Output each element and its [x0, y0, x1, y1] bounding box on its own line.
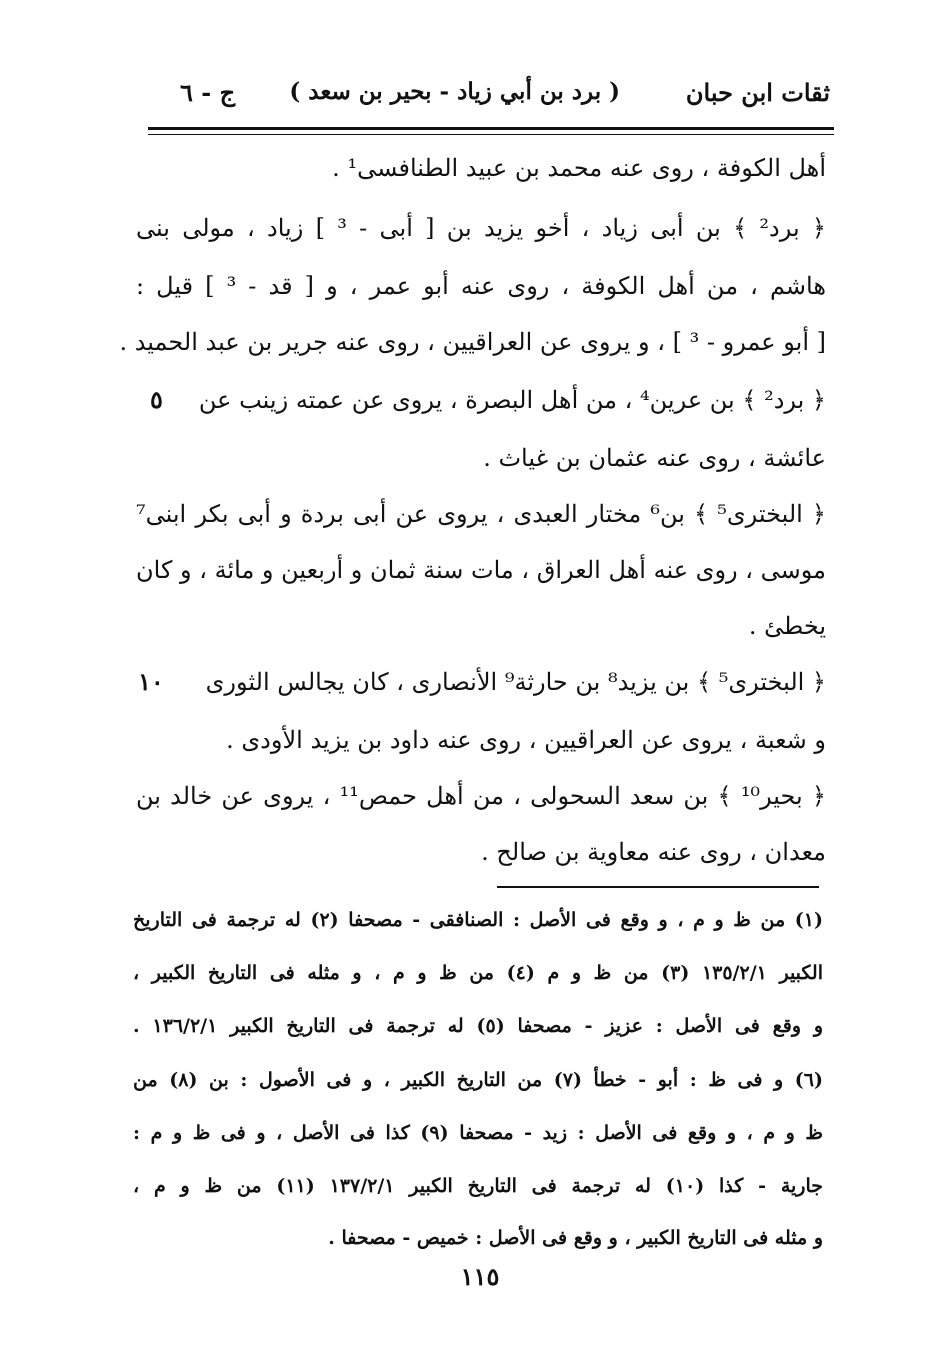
body-line: يخطئ . — [748, 612, 826, 640]
footnote-line: ظ و م ، و وقع فى الأصل : زيد - مصحفا (٩) كذا فى الأصل ، و فى ظ و م : — [133, 1122, 824, 1144]
body-line: هاشم ، من أهل الكوفة ، روى عنه أبو عمر ، و [ قد - ³ ] قيل : — [136, 272, 827, 300]
footnote-line: (٦) و فى ظ : أبو - خطأ (٧) من التاريخ الكبير ، و فى الأصول : بن (٨) من — [133, 1069, 823, 1091]
body-line: ﴿ برد² ﴾ بن أبى زياد ، أخو يزيد بن [ أبى - ³ ] زياد ، مولى بنى — [136, 214, 826, 242]
line-number-5: ٥ — [150, 385, 163, 414]
line-number-10: ١٠ — [138, 667, 164, 696]
footnote-line: الكبير ١٣٥/٢/١ (٣) من ظ و م (٤) من ظ و م ، و مثله فى التاريخ الكبير ، — [133, 962, 823, 984]
book-title: ثقات ابن حبان — [685, 78, 830, 107]
body-line: ﴿ البخترى⁵ ﴾ بن يزيد⁸ بن حارثة⁹ الأنصارى ، كان يجالس الثورى — [205, 668, 826, 696]
footnote-line: و وقع فى الأصل : عزيز - مصحفا (٥) له ترجمة فى التاريخ الكبير ١٣٦/٢/١ . — [133, 1015, 824, 1037]
body-line: ﴿ برد² ﴾ بن عرين⁴ ، من أهل البصرة ، يروى عن عمته زينب عن — [198, 386, 826, 414]
running-header — [150, 78, 830, 118]
footnote-rule — [497, 886, 819, 888]
body-line: عائشة ، روى عنه عثمان بن غياث . — [483, 444, 826, 472]
body-line: و شعبة ، يروى عن العراقيين ، روى عنه داود بن يزيد الأودى . — [226, 726, 826, 754]
body-line: أهل الكوفة ، روى عنه محمد بن عبيد الطنافسى¹ . — [332, 154, 826, 182]
footnote-line: (١) من ظ و م ، و وقع فى الأصل : الصنافقى - مصحفا (٢) له ترجمة فى التاريخ — [133, 909, 823, 931]
body-line: ﴿ البخترى⁵ ﴾ بن⁶ مختار العبدى ، يروى عن أبى بردة و أبى بكر ابنى⁷ — [136, 500, 826, 528]
body-line: معدان ، روى عنه معاوية بن صالح . — [481, 838, 826, 866]
footnote-line: جارية - كذا (١٠) له ترجمة فى التاريخ الكبير ١٣٧/٢/١ (١١) من ظ و م ، — [133, 1175, 824, 1197]
body-line: [ أبو عمرو - ³ ] ، و يروى عن العراقيين ، روى عنه جرير بن عبد الحميد . — [119, 328, 826, 356]
header-rule-thick — [148, 127, 834, 130]
entry-range: ( برد بن أبي زياد - بحير بن سعد ) — [289, 78, 620, 105]
header-rule-thin — [148, 134, 834, 135]
body-line: ﴿ بحير¹⁰ ﴾ بن سعد السحولى ، من أهل حمص¹¹ ، يروى عن خالد بن — [136, 782, 826, 810]
volume-label: ج - ٦ — [180, 78, 236, 107]
body-line: موسى ، روى عنه أهل العراق ، مات سنة ثمان و أربعين و مائة ، و كان — [136, 556, 826, 584]
footnote-line: و مثله فى التاريخ الكبير ، و وقع فى الأصل : خميص - مصحفا . — [328, 1227, 823, 1249]
page-number: ١١٥ — [460, 1262, 500, 1291]
